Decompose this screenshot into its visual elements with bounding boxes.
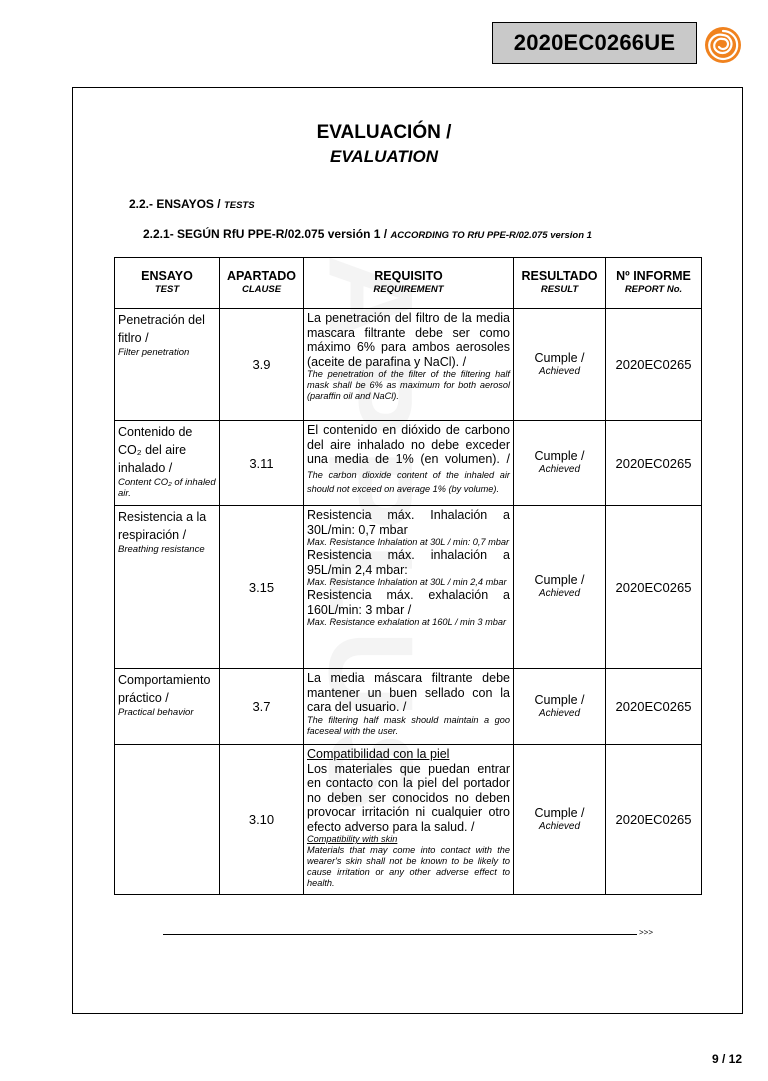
requirement-cell: [304, 421, 514, 506]
clause-cell: 3.9: [220, 309, 304, 421]
test-name-en: Breathing resistance: [118, 544, 205, 555]
clause-cell: 3.10: [220, 745, 304, 895]
table-row: [115, 421, 702, 506]
report-cell: 2020EC0265: [606, 506, 702, 669]
requirement-en: Materials that may come into contact with the wearer's skin shall not be known to be likely to cause irritation or any other adverse effect to health.: [307, 845, 510, 888]
result-cell: [514, 421, 606, 506]
continuation-line: [163, 934, 637, 935]
requirement-en: The carbon dioxide content of the inhaled air should not exceed on average 1% (by volume).: [307, 469, 510, 494]
requirement-title-en: Compatibility with skin: [307, 834, 398, 844]
report-cell: 2020EC0265: [606, 421, 702, 506]
requirement-cell: [304, 506, 514, 669]
report-code: 2020EC0266UE: [513, 30, 676, 55]
table-header-row: [115, 258, 702, 309]
subsection-heading-es: 2.2.1- SEGÚN RfU PPE-R/02.075 versión 1 /: [143, 227, 391, 241]
requirement-es: Resistencia máx. inhalación a 95L/min 2,4 mbar:: [307, 548, 510, 577]
result-en: Achieved: [538, 707, 581, 719]
report-cell: 2020EC0265: [606, 669, 702, 745]
report-cell: 2020EC0265: [606, 745, 702, 895]
requirement-en: Max. Resistance Inhalation at 30L / min 2,4 mbar: [307, 577, 507, 587]
test-name: Comportamiento práctico /: [118, 673, 211, 705]
result-en: Achieved: [538, 820, 581, 832]
table-row: [115, 309, 702, 421]
requirement-es: Los materiales que puedan entrar en contacto con la piel del portador no deben ser conocidos no deben provocar irritación ni cualquier otro efecto adverso para la salud. /: [307, 761, 510, 834]
result-en: Achieved: [538, 588, 581, 599]
result-cell: [514, 745, 606, 895]
continuation-marker: >>>: [639, 928, 654, 937]
result-es: Cumple /: [534, 573, 585, 587]
requirement-es: La penetración del filtro de la media mascara filtrante debe ser como máximo 6% para ambos aerosoles (aceite de parafina y NaCl). /: [307, 311, 510, 369]
table-row: [115, 669, 702, 745]
result-es: Cumple /: [534, 449, 585, 463]
test-cell: [115, 669, 220, 745]
result-es: Cumple /: [534, 350, 585, 365]
requirement-cell: [304, 309, 514, 421]
test-cell: [115, 745, 220, 895]
test-cell: [115, 421, 220, 506]
clause-cell: 3.7: [220, 669, 304, 745]
result-cell: [514, 309, 606, 421]
clause-cell: 3.11: [220, 421, 304, 506]
result-cell: [514, 669, 606, 745]
requirement-en: The penetration of the filter of the filtering half mask shall be 6% as maximum for both aerosol (paraffin oil and NaCl).: [307, 369, 510, 401]
evaluation-table: [114, 257, 702, 895]
requirement-en: The filtering half mask should maintain a goo faceseal with the user.: [307, 714, 510, 736]
header-result: RESULTADO RESULT: [514, 258, 606, 309]
requirement-es: La media máscara filtrante debe mantener un buen sellado con la cara del usuario. /: [307, 671, 510, 714]
report-cell: 2020EC0265: [606, 309, 702, 421]
table-row: [115, 506, 702, 669]
test-name: Resistencia a la respiración /: [118, 510, 207, 542]
page-title-english: EVALUATION: [330, 147, 438, 166]
table-row: [115, 745, 702, 895]
test-name-en: Practical behavior: [118, 707, 194, 718]
header-clause: APARTADO CLAUSE: [220, 258, 304, 309]
header-test: ENSAYO TEST: [115, 258, 220, 309]
header-requirement: REQUISITO REQUIREMENT: [304, 258, 514, 309]
header-report: Nº INFORME REPORT No.: [606, 258, 702, 309]
page-number: 9 / 12: [711, 1052, 742, 1066]
requirement-es: Resistencia máx. exhalación a 160L/min: 3 mbar /: [307, 588, 510, 617]
requirement-en: Max. Resistance Inhalation at 30L / min: 0,7 mbar: [307, 537, 510, 547]
requirement-es: El contenido en dióxido de carbono del aire inhalado no debe exceder una media de 1% (en volumen). /: [307, 423, 510, 466]
page-title: EVALUACIÓN /: [316, 122, 452, 143]
test-name: Penetración del fitlro /: [118, 313, 205, 345]
test-cell: [115, 309, 220, 421]
result-es: Cumple /: [534, 692, 585, 707]
requirement-es: Resistencia máx. Inhalación a 30L/min: 0,7 mbar: [307, 508, 510, 537]
result-en: Achieved: [538, 365, 581, 377]
result-en: Achieved: [538, 464, 581, 475]
requirement-cell: [304, 745, 514, 895]
subsection-heading: [143, 227, 592, 241]
section-heading: [129, 197, 255, 211]
requirement-en: Max. Resistance exhalation at 160L / min 3 mbar: [307, 617, 506, 627]
subsection-heading-en: ACCORDING TO RfU PPE-R/02.075 version 1: [390, 230, 592, 241]
test-cell: [115, 506, 220, 669]
report-code-box: [492, 22, 697, 64]
result-es: Cumple /: [534, 805, 585, 820]
clause-cell: 3.15: [220, 506, 304, 669]
orange-spiral-logo-icon: [703, 25, 743, 65]
section-heading-es: 2.2.- ENSAYOS /: [129, 197, 224, 211]
test-name: Contenido de CO₂ del aire inhalado /: [118, 425, 193, 475]
section-heading-en: TESTS: [223, 200, 255, 211]
requirement-title-es: Compatibilidad con la piel: [307, 747, 450, 761]
test-name-en: Content CO₂ of inhaled air.: [118, 477, 216, 499]
test-name-en: Filter penetration: [118, 347, 190, 358]
result-cell: [514, 506, 606, 669]
requirement-cell: [304, 669, 514, 745]
